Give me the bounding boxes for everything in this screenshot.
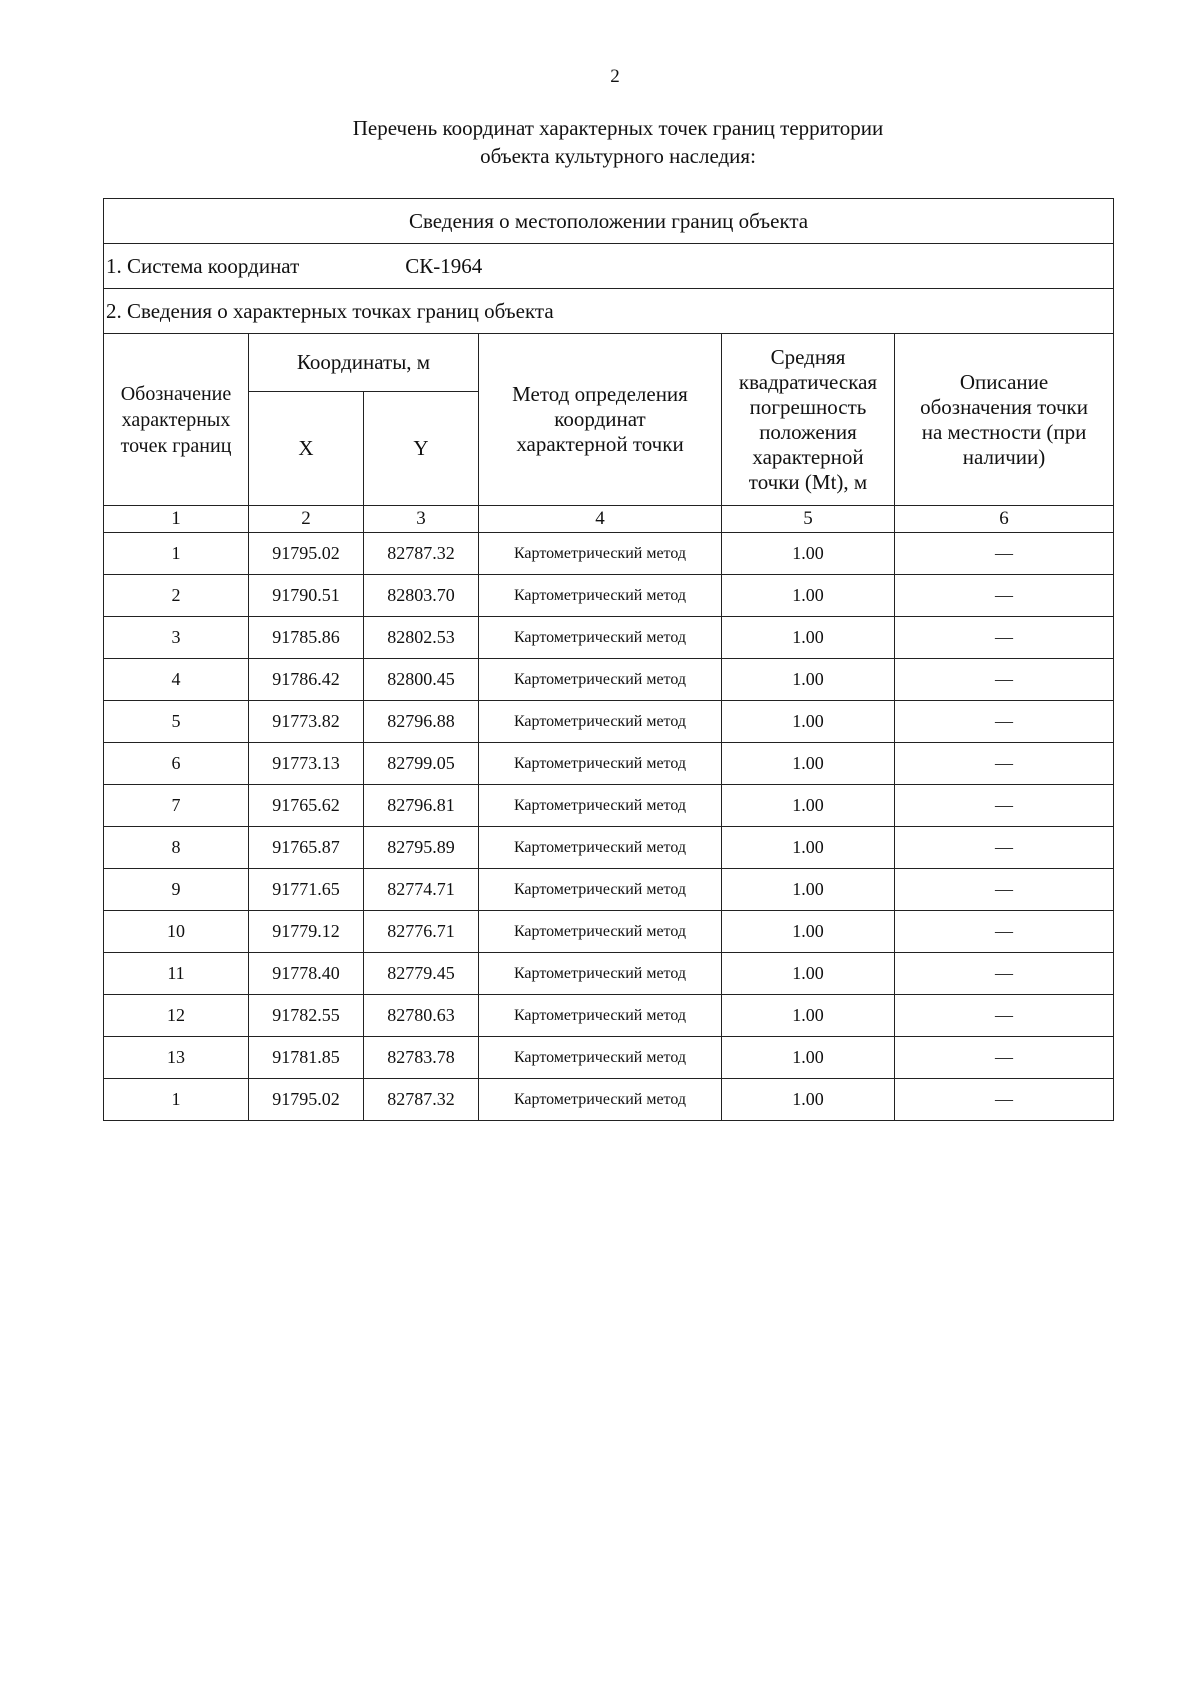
cell-description: — (895, 659, 1114, 701)
cell-point: 9 (104, 869, 249, 911)
section-title: Сведения о местоположении границ объекта (104, 199, 1114, 244)
table-row (104, 1079, 1114, 1121)
cell-description: — (895, 617, 1114, 659)
cell-point: 10 (104, 911, 249, 953)
cell-x: 91795.02 (249, 1079, 364, 1121)
cell-point: 6 (104, 743, 249, 785)
cell-error: 1.00 (722, 953, 895, 995)
cell-description: — (895, 743, 1114, 785)
cell-point: 13 (104, 1037, 249, 1079)
coord-system-row (104, 244, 1114, 289)
cell-error: 1.00 (722, 911, 895, 953)
section-title-row (104, 199, 1114, 244)
cell-description: — (895, 575, 1114, 617)
cell-x: 91790.51 (249, 575, 364, 617)
header-method (479, 334, 722, 506)
cell-error: 1.00 (722, 617, 895, 659)
cell-description: — (895, 701, 1114, 743)
header-method-line: характерной точки (516, 432, 684, 456)
header-description (895, 334, 1114, 506)
table-row (104, 1037, 1114, 1079)
cell-point: 12 (104, 995, 249, 1037)
points-section-label: 2. Сведения о характерных точках границ объекта (104, 289, 1114, 334)
cell-method: Картометрический метод (479, 869, 722, 911)
table-row (104, 911, 1114, 953)
points-section-row (104, 289, 1114, 334)
cell-method: Картометрический метод (479, 743, 722, 785)
coord-system-label: 1. Система координат (106, 253, 300, 278)
cell-description: — (895, 1079, 1114, 1121)
cell-method: Картометрический метод (479, 1079, 722, 1121)
header-description-line: на местности (при (921, 419, 1087, 444)
cell-x: 91773.82 (249, 701, 364, 743)
coordinates-table (103, 198, 1114, 1121)
column-number-row (104, 506, 1114, 533)
cell-error: 1.00 (722, 533, 895, 575)
header-x: X (249, 392, 364, 506)
header-designation (104, 334, 249, 506)
header-error-line: квадратическая (738, 369, 878, 394)
column-number: 3 (364, 506, 479, 533)
cell-error: 1.00 (722, 827, 895, 869)
header-error-line: точки (Mt), м (748, 469, 868, 494)
cell-y: 82780.63 (364, 995, 479, 1037)
table-row (104, 953, 1114, 995)
cell-x: 91771.65 (249, 869, 364, 911)
table-row (104, 617, 1114, 659)
cell-y: 82800.45 (364, 659, 479, 701)
column-number: 5 (722, 506, 895, 533)
cell-error: 1.00 (722, 785, 895, 827)
cell-point: 1 (104, 533, 249, 575)
cell-y: 82776.71 (364, 911, 479, 953)
title-line-1: Перечень координат характерных точек границ территории (352, 116, 884, 140)
cell-point: 4 (104, 659, 249, 701)
header-designation-line: Обозначение (120, 382, 232, 405)
cell-y: 82787.32 (364, 533, 479, 575)
header-description-line: Описание (959, 369, 1049, 394)
cell-method: Картометрический метод (479, 575, 722, 617)
column-number: 4 (479, 506, 722, 533)
table-row (104, 533, 1114, 575)
cell-y: 82787.32 (364, 1079, 479, 1121)
cell-point: 2 (104, 575, 249, 617)
header-method-line: координат (554, 407, 646, 431)
cell-description: — (895, 533, 1114, 575)
page-number: 2 (610, 66, 620, 87)
table-row (104, 995, 1114, 1037)
table-row (104, 701, 1114, 743)
header-error (722, 334, 895, 506)
header-error-line: погрешность (749, 394, 867, 419)
cell-method: Картометрический метод (479, 659, 722, 701)
table-row (104, 869, 1114, 911)
header-error-line: характерной (752, 444, 864, 469)
cell-error: 1.00 (722, 995, 895, 1037)
header-description-line: наличии) (962, 444, 1046, 469)
cell-x: 91778.40 (249, 953, 364, 995)
header-method-line: Метод определения (512, 382, 688, 406)
table-row (104, 743, 1114, 785)
cell-description: — (895, 785, 1114, 827)
header-row-top (104, 334, 1114, 392)
cell-point: 11 (104, 953, 249, 995)
cell-error: 1.00 (722, 659, 895, 701)
cell-x: 91786.42 (249, 659, 364, 701)
header-designation-line: характерных (121, 408, 231, 431)
cell-point: 8 (104, 827, 249, 869)
header-y: Y (364, 392, 479, 506)
cell-error: 1.00 (722, 1037, 895, 1079)
cell-method: Картометрический метод (479, 911, 722, 953)
cell-y: 82796.88 (364, 701, 479, 743)
header-coordinates: Координаты, м (249, 334, 479, 392)
cell-method: Картометрический метод (479, 617, 722, 659)
document-title (0, 114, 1200, 170)
cell-description: — (895, 953, 1114, 995)
cell-y: 82799.05 (364, 743, 479, 785)
cell-x: 91773.13 (249, 743, 364, 785)
cell-point: 1 (104, 1079, 249, 1121)
cell-error: 1.00 (722, 1079, 895, 1121)
table-row (104, 827, 1114, 869)
header-description-line: обозначения точки (920, 394, 1088, 419)
column-number: 6 (895, 506, 1114, 533)
column-number: 2 (249, 506, 364, 533)
table-row (104, 659, 1114, 701)
cell-error: 1.00 (722, 743, 895, 785)
header-error-line: положения (759, 419, 857, 444)
title-line-2: объекта культурного наследия: (480, 144, 756, 168)
table-row (104, 785, 1114, 827)
table-row (104, 575, 1114, 617)
cell-point: 7 (104, 785, 249, 827)
column-number: 1 (104, 506, 249, 533)
cell-description: — (895, 827, 1114, 869)
cell-x: 91765.62 (249, 785, 364, 827)
cell-x: 91785.86 (249, 617, 364, 659)
cell-y: 82779.45 (364, 953, 479, 995)
cell-x: 91765.87 (249, 827, 364, 869)
cell-description: — (895, 1037, 1114, 1079)
cell-method: Картометрический метод (479, 953, 722, 995)
cell-method: Картометрический метод (479, 995, 722, 1037)
cell-method: Картометрический метод (479, 701, 722, 743)
cell-y: 82803.70 (364, 575, 479, 617)
cell-description: — (895, 869, 1114, 911)
cell-y: 82783.78 (364, 1037, 479, 1079)
cell-description: — (895, 911, 1114, 953)
cell-y: 82795.89 (364, 827, 479, 869)
cell-y: 82796.81 (364, 785, 479, 827)
coord-system-cell (104, 244, 1114, 289)
cell-point: 3 (104, 617, 249, 659)
cell-method: Картометрический метод (479, 827, 722, 869)
cell-description: — (895, 995, 1114, 1037)
cell-y: 82802.53 (364, 617, 479, 659)
cell-x: 91795.02 (249, 533, 364, 575)
header-designation-line: точек границ (120, 434, 232, 457)
coord-system-value: СК-1964 (405, 253, 483, 278)
cell-error: 1.00 (722, 575, 895, 617)
cell-x: 91781.85 (249, 1037, 364, 1079)
cell-x: 91782.55 (249, 995, 364, 1037)
cell-x: 91779.12 (249, 911, 364, 953)
cell-y: 82774.71 (364, 869, 479, 911)
cell-method: Картометрический метод (479, 785, 722, 827)
cell-method: Картометрический метод (479, 533, 722, 575)
cell-point: 5 (104, 701, 249, 743)
cell-method: Картометрический метод (479, 1037, 722, 1079)
cell-error: 1.00 (722, 701, 895, 743)
cell-error: 1.00 (722, 869, 895, 911)
header-error-line: Средняя (770, 344, 846, 369)
